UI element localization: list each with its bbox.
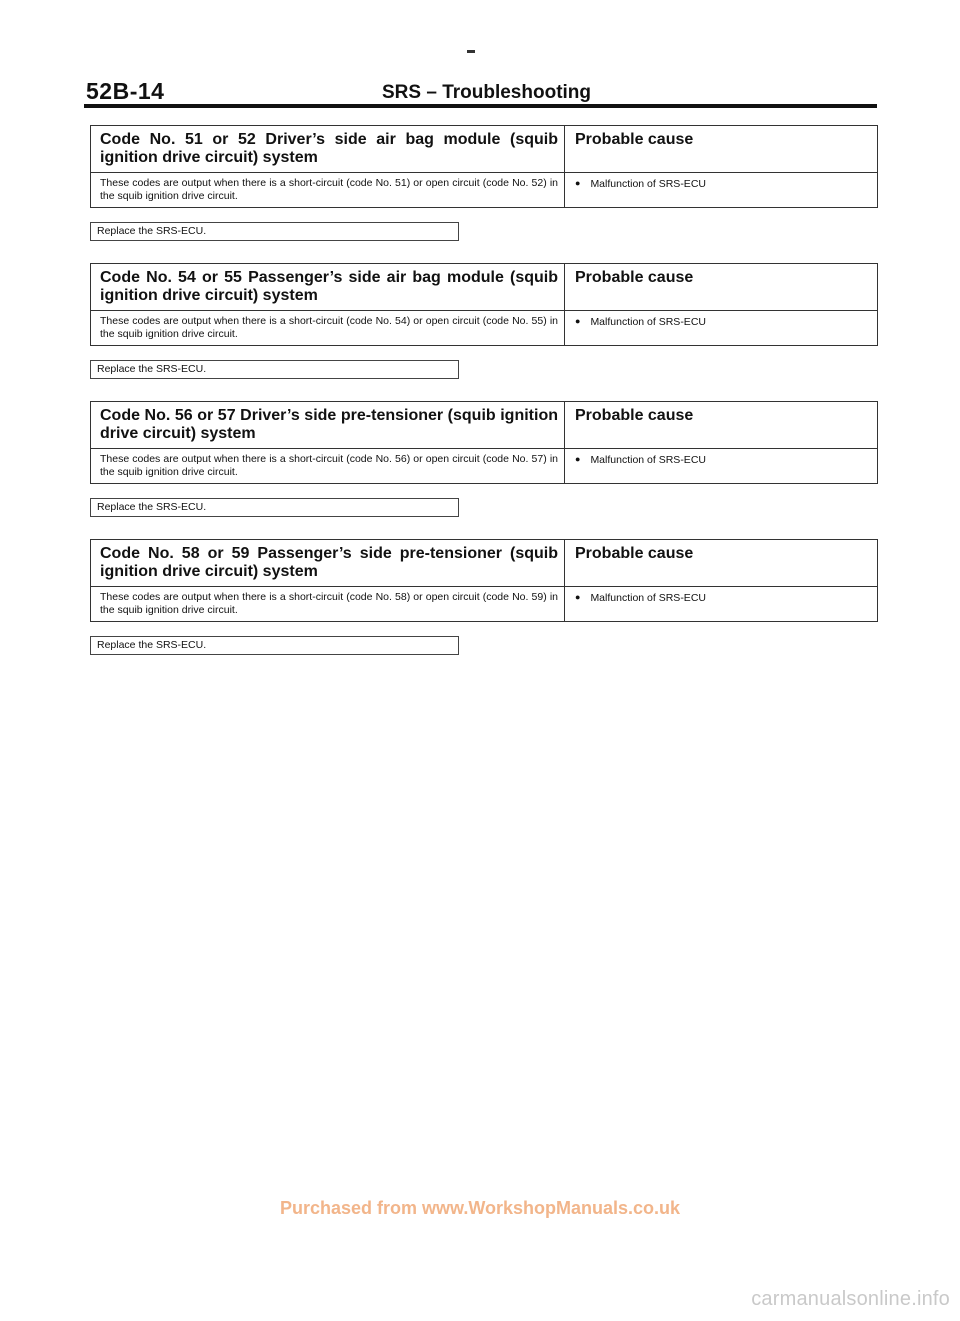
bullet-icon: ● <box>575 592 581 602</box>
page-header <box>86 78 876 106</box>
probable-cause-heading: Probable cause <box>575 545 694 562</box>
code-table <box>90 401 878 484</box>
probable-cause-text: Malfunction of SRS-ECU <box>590 592 706 604</box>
probable-cause-heading: Probable cause <box>575 269 694 286</box>
code-title: Code No. 58 or 59 Passenger’s side pre-tensioner (squib ignition drive circuit) system <box>100 545 558 580</box>
code-description: These codes are output when there is a short-circuit (code No. 56) or open circuit (code No. 57) in the squib ignition drive circuit. <box>100 453 558 478</box>
action-box: Replace the SRS-ECU. <box>90 222 459 241</box>
probable-cause-heading: Probable cause <box>575 131 694 148</box>
code-table <box>90 125 878 208</box>
code-section-58-59 <box>90 539 875 655</box>
code-title: Code No. 56 or 57 Driver’s side pre-tensioner (squib ignition drive circuit) system <box>100 407 558 442</box>
bullet-icon: ● <box>575 316 581 326</box>
code-description: These codes are output when there is a short-circuit (code No. 54) or open circuit (code No. 55) in the squib ignition drive circuit. <box>100 315 558 340</box>
page-top-mark <box>467 50 475 53</box>
probable-cause-text: Malfunction of SRS-ECU <box>590 316 706 328</box>
page-title: SRS – Troubleshooting <box>382 82 592 103</box>
header-rule <box>84 104 877 108</box>
code-description: These codes are output when there is a short-circuit (code No. 51) or open circuit (code No. 52) in the squib ignition drive circuit. <box>100 177 558 202</box>
action-box: Replace the SRS-ECU. <box>90 636 459 655</box>
probable-cause-text: Malfunction of SRS-ECU <box>590 178 706 190</box>
code-title: Code No. 51 or 52 Driver’s side air bag module (squib ignition drive circuit) system <box>100 131 558 166</box>
probable-cause-item <box>565 587 877 609</box>
code-table <box>90 263 878 346</box>
probable-cause-item <box>565 173 877 195</box>
action-box: Replace the SRS-ECU. <box>90 360 459 379</box>
probable-cause-text: Malfunction of SRS-ECU <box>590 454 706 466</box>
code-table <box>90 539 878 622</box>
probable-cause-heading: Probable cause <box>575 407 694 424</box>
action-box: Replace the SRS-ECU. <box>90 498 459 517</box>
purchase-watermark: Purchased from www.WorkshopManuals.co.uk <box>279 1198 681 1218</box>
bullet-icon: ● <box>575 178 581 188</box>
probable-cause-item <box>565 311 877 333</box>
code-section-56-57 <box>90 401 875 517</box>
code-section-51-52 <box>90 125 875 241</box>
site-credit: carmanualsonline.info <box>751 1288 950 1310</box>
code-section-54-55 <box>90 263 875 379</box>
probable-cause-item <box>565 449 877 471</box>
code-title: Code No. 54 or 55 Passenger’s side air bag module (squib ignition drive circuit) system <box>100 269 558 304</box>
page-number: 52B-14 <box>86 78 165 104</box>
bullet-icon: ● <box>575 454 581 464</box>
code-description: These codes are output when there is a short-circuit (code No. 58) or open circuit (code No. 59) in the squib ignition drive circuit. <box>100 591 558 616</box>
